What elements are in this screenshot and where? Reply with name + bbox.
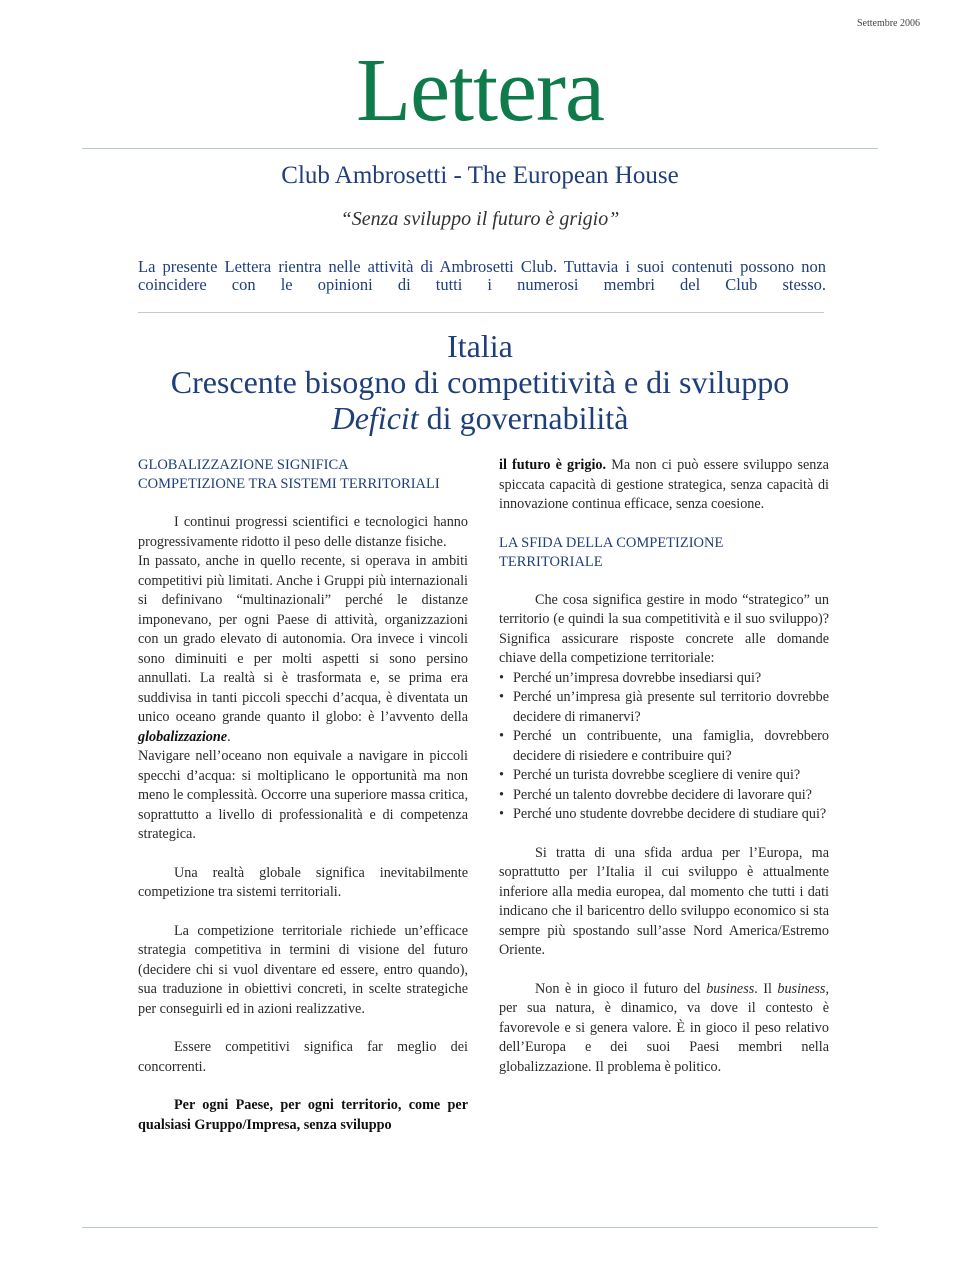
list-item: • Perché un turista dovrebbe scegliere di venire qui? [499,766,829,786]
section-heading-globalizzazione: GLOBALIZZAZIONE SIGNIFICA COMPETIZIONE TRA SISTEMI TERRITORIALI [138,457,440,492]
list-item: • Perché un contribuente, una famiglia, dovrebbero decidere di risiedere e contribuire qui? [499,727,829,766]
paragraph: La competizione territoriale richiede un’efficace strategia competitiva in termini di visione del futuro (decidere chi si vuol diventare ed essere, entro quando), sua traduzione in obiettivi concreti, in scelte strategiche per conseguirli ed in azioni realizzative. [138,922,468,1017]
top-divider [82,148,878,149]
paragraph: Che cosa significa gestire in modo “strategico” un territorio (e quindi la sua competitività e il suo sviluppo)? Significa assicurare risposte concrete alle domande chiave della competizione territoriale: [499,591,829,666]
list-item: • Perché un talento dovrebbe decidere di lavorare qui? [499,786,829,806]
club-name: Club Ambrosetti - The European House [281,162,679,189]
paragraph: Una realtà globale significa inevitabilmente competizione tra sistemi territoriali. [138,864,468,900]
section-heading-sfida: LA SFIDA DELLA COMPETIZIONE TERRITORIALE [499,534,724,570]
emphasis-futuro-grigio: il futuro è grigio. [499,457,607,473]
right-column [499,456,829,1077]
headline-line-3-rest: di governabilità [418,400,629,436]
disclaimer: La presente Lettera rientra nelle attività di Ambrosetti Club. Tuttavia i suoi contenuti possono non coincidere con le opinioni di tutti i numerosi membri del Club stesso. [138,257,826,294]
paragraph-bold: Per ogni Paese, per ogni territorio, come per qualsiasi Gruppo/Impresa, senza sviluppo [138,1097,468,1133]
left-column [138,456,468,1135]
list-item: • Perché uno studente dovrebbe decidere di studiare qui? [499,805,829,825]
question-list [499,669,829,825]
list-item: • Perché un’impresa già presente sul territorio dovrebbe decidere di rimanervi? [499,688,829,727]
paragraph: Essere competitivi significa far meglio dei concorrenti. [138,1039,468,1075]
headline-line-3 [0,400,960,436]
headline-deficit: Deficit [331,400,419,436]
paragraph: In passato, anche in quello recente, si operava in ambiti competitivi più limitati. Anche i Gruppi più internazionali si definivano “multinazionali” perché le distanze imponevano, per ogni Paese di attività, organizzazioni con un grado elevato di autonomia. Ora invece i vincoli sono diminuiti e per molti aspetti si sono persino annullati. La realtà si è trasformata e, se prima era suddivisa in tanti piccoli specchi d’acqua, è diventata un unico oceano grande quanto il globo: è l’avvento della globalizzazione. [138,553,468,745]
paragraph: I continui progressi scientifici e tecnologici hanno progressivamente ridotto il peso delle distanze fisiche. [138,514,468,550]
list-item: • Perché un’impresa dovrebbe insediarsi qui? [499,669,829,689]
headline-line-2: Crescente bisogno di competitività e di sviluppo [170,364,790,400]
paragraph: Navigare nell’oceano non equivale a navigare in piccoli specchi d’acqua: si moltiplicano le opportunità ma non meno le complessità. Occorre una superiore massa critica, soprattutto a livello di professionalità e di competenza strategica. [138,748,468,842]
mid-divider [138,312,824,313]
paragraph: Si tratta di una sfida ardua per l’Europa, ma soprattutto per l’Italia il cui sviluppo è attualmente inferiore alla media europea, dal momento che tutti i dati indicano che il baricentro dello sviluppo economico si sta sempre più spostando sull’asse Nord America/Estremo Oriente. [499,844,829,958]
motto: “Senza sviluppo il futuro è grigio” [340,208,620,230]
headline-line-1: Italia [447,328,513,364]
headline [0,328,960,436]
paragraph: Non è in gioco il futuro del business. Il business, per sua natura, è dinamico, va dove il contesto è favorevole e si genera valore. È in gioco il peso relativo dell’Europa e dei suoi Paesi membri nella globalizzazione. Il problema è politico. [499,980,829,1075]
bottom-divider [82,1227,878,1228]
issue-date: Settembre 2006 [856,18,920,29]
masthead-title: Lettera [356,41,604,140]
paragraph: il futuro è grigio. Ma non ci può essere sviluppo senza spiccata capacità di gestione strategica, senza capacità di innovazione continua efficace, senza coesione. [499,457,829,512]
emphasis-globalizzazione: globalizzazione [138,728,228,745]
